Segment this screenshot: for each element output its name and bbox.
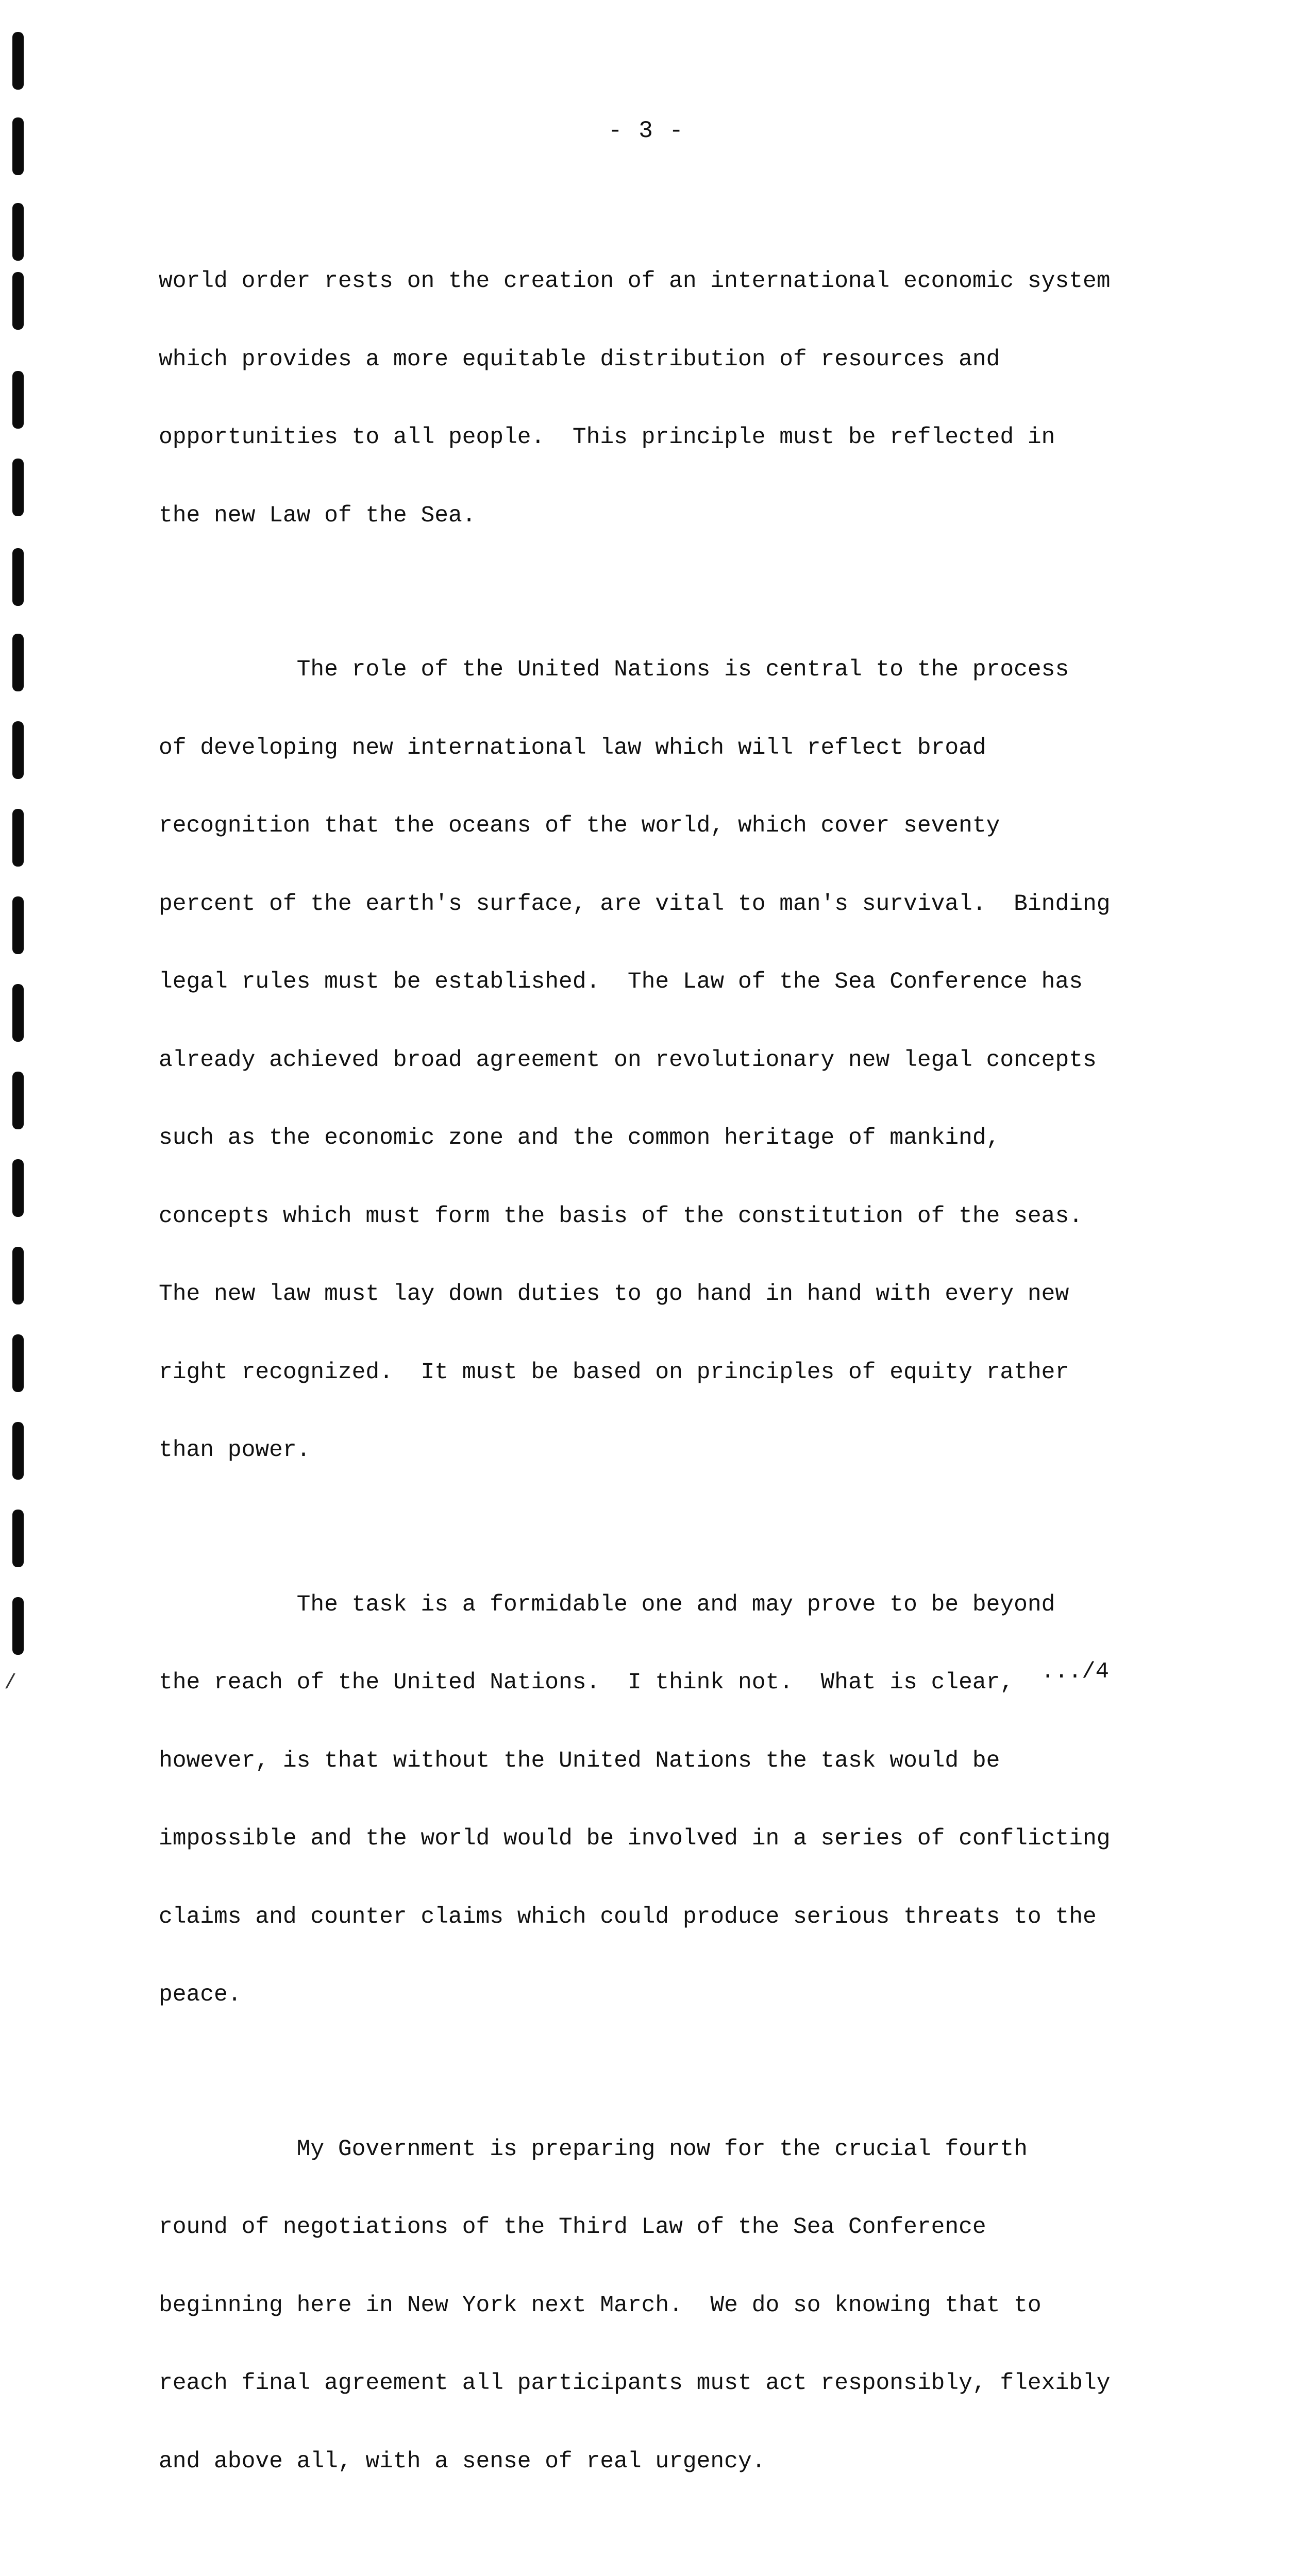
paragraph bbox=[159, 1540, 1292, 2060]
binder-mark bbox=[12, 1247, 24, 1304]
text-line: recognition that the oceans of the world, which cover seventy bbox=[159, 813, 1000, 839]
text-line: round of negotiations of the Third Law of the Sea Conference bbox=[159, 2214, 986, 2240]
page-number: - 3 - bbox=[608, 117, 685, 144]
text-line: however, is that without the United Nations the task would be bbox=[159, 1748, 1000, 1774]
text-line: world order rests on the creation of an international economic system bbox=[159, 268, 1111, 294]
binder-mark bbox=[12, 1072, 24, 1129]
binder-mark bbox=[12, 896, 24, 954]
binder-mark bbox=[12, 459, 24, 516]
binder-mark bbox=[12, 809, 24, 867]
text-line: and above all, with a sense of real urgency. bbox=[159, 2448, 766, 2475]
binder-mark bbox=[12, 203, 24, 261]
binder-mark bbox=[12, 272, 24, 330]
text-line: opportunities to all people. This principle must be reflected in bbox=[159, 425, 1055, 450]
text-line: of developing new international law which will reflect broad bbox=[159, 735, 986, 761]
text-line: the new Law of the Sea. bbox=[159, 502, 476, 529]
binder-hole-marks bbox=[7, 0, 28, 1699]
paragraph bbox=[159, 2084, 1292, 2527]
binder-mark bbox=[12, 117, 24, 175]
text-line: which provides a more equitable distribution of resources and bbox=[159, 346, 1000, 372]
binder-mark bbox=[12, 721, 24, 779]
text-line: The role of the United Nations is central to the process bbox=[159, 657, 1069, 683]
paragraph bbox=[159, 216, 1292, 581]
paragraph bbox=[159, 605, 1292, 1516]
margin-mark: / bbox=[4, 1672, 17, 1695]
text-line: percent of the earth's surface, are vital to man's survival. Binding bbox=[159, 891, 1111, 917]
text-line: My Government is preparing now for the crucial fourth bbox=[159, 2136, 1028, 2162]
text-line: than power. bbox=[159, 1437, 311, 1463]
binder-mark bbox=[12, 371, 24, 429]
text-line: right recognized. It must be based on principles of equity rather bbox=[159, 1359, 1069, 1385]
text-line: The new law must lay down duties to go hand in hand with every new bbox=[159, 1281, 1069, 1307]
text-line: peace. bbox=[159, 1982, 242, 2008]
text-line: impossible and the world would be involved in a series of conflicting bbox=[159, 1826, 1111, 1852]
text-line: reach final agreement all participants must act responsibly, flexibly bbox=[159, 2370, 1111, 2396]
binder-mark bbox=[12, 634, 24, 691]
binder-mark bbox=[12, 984, 24, 1042]
binder-mark bbox=[12, 548, 24, 606]
binder-mark bbox=[12, 1422, 24, 1480]
text-line: such as the economic zone and the common heritage of mankind, bbox=[159, 1125, 1000, 1151]
text-line: legal rules must be established. The Law of the Sea Conference has bbox=[159, 969, 1083, 995]
binder-mark bbox=[12, 32, 24, 90]
text-line: the reach of the United Nations. I think not. What is clear, bbox=[159, 1670, 1014, 1696]
binder-mark bbox=[12, 1597, 24, 1655]
text-line: concepts which must form the basis of the constitution of the seas. bbox=[159, 1203, 1083, 1229]
text-line: beginning here in New York next March. We do so knowing that to bbox=[159, 2292, 1042, 2318]
continuation-marker: .../4 bbox=[1041, 1659, 1110, 1685]
text-line: The task is a formidable one and may prove to be beyond bbox=[159, 1591, 1055, 1618]
text-line: claims and counter claims which could produce serious threats to the bbox=[159, 1904, 1097, 1930]
binder-mark bbox=[12, 1334, 24, 1392]
binder-mark bbox=[12, 1159, 24, 1217]
text-line: already achieved broad agreement on revolutionary new legal concepts bbox=[159, 1047, 1097, 1073]
paragraph bbox=[159, 2551, 1292, 2576]
body-text bbox=[159, 216, 1292, 2576]
binder-mark bbox=[12, 1510, 24, 1567]
